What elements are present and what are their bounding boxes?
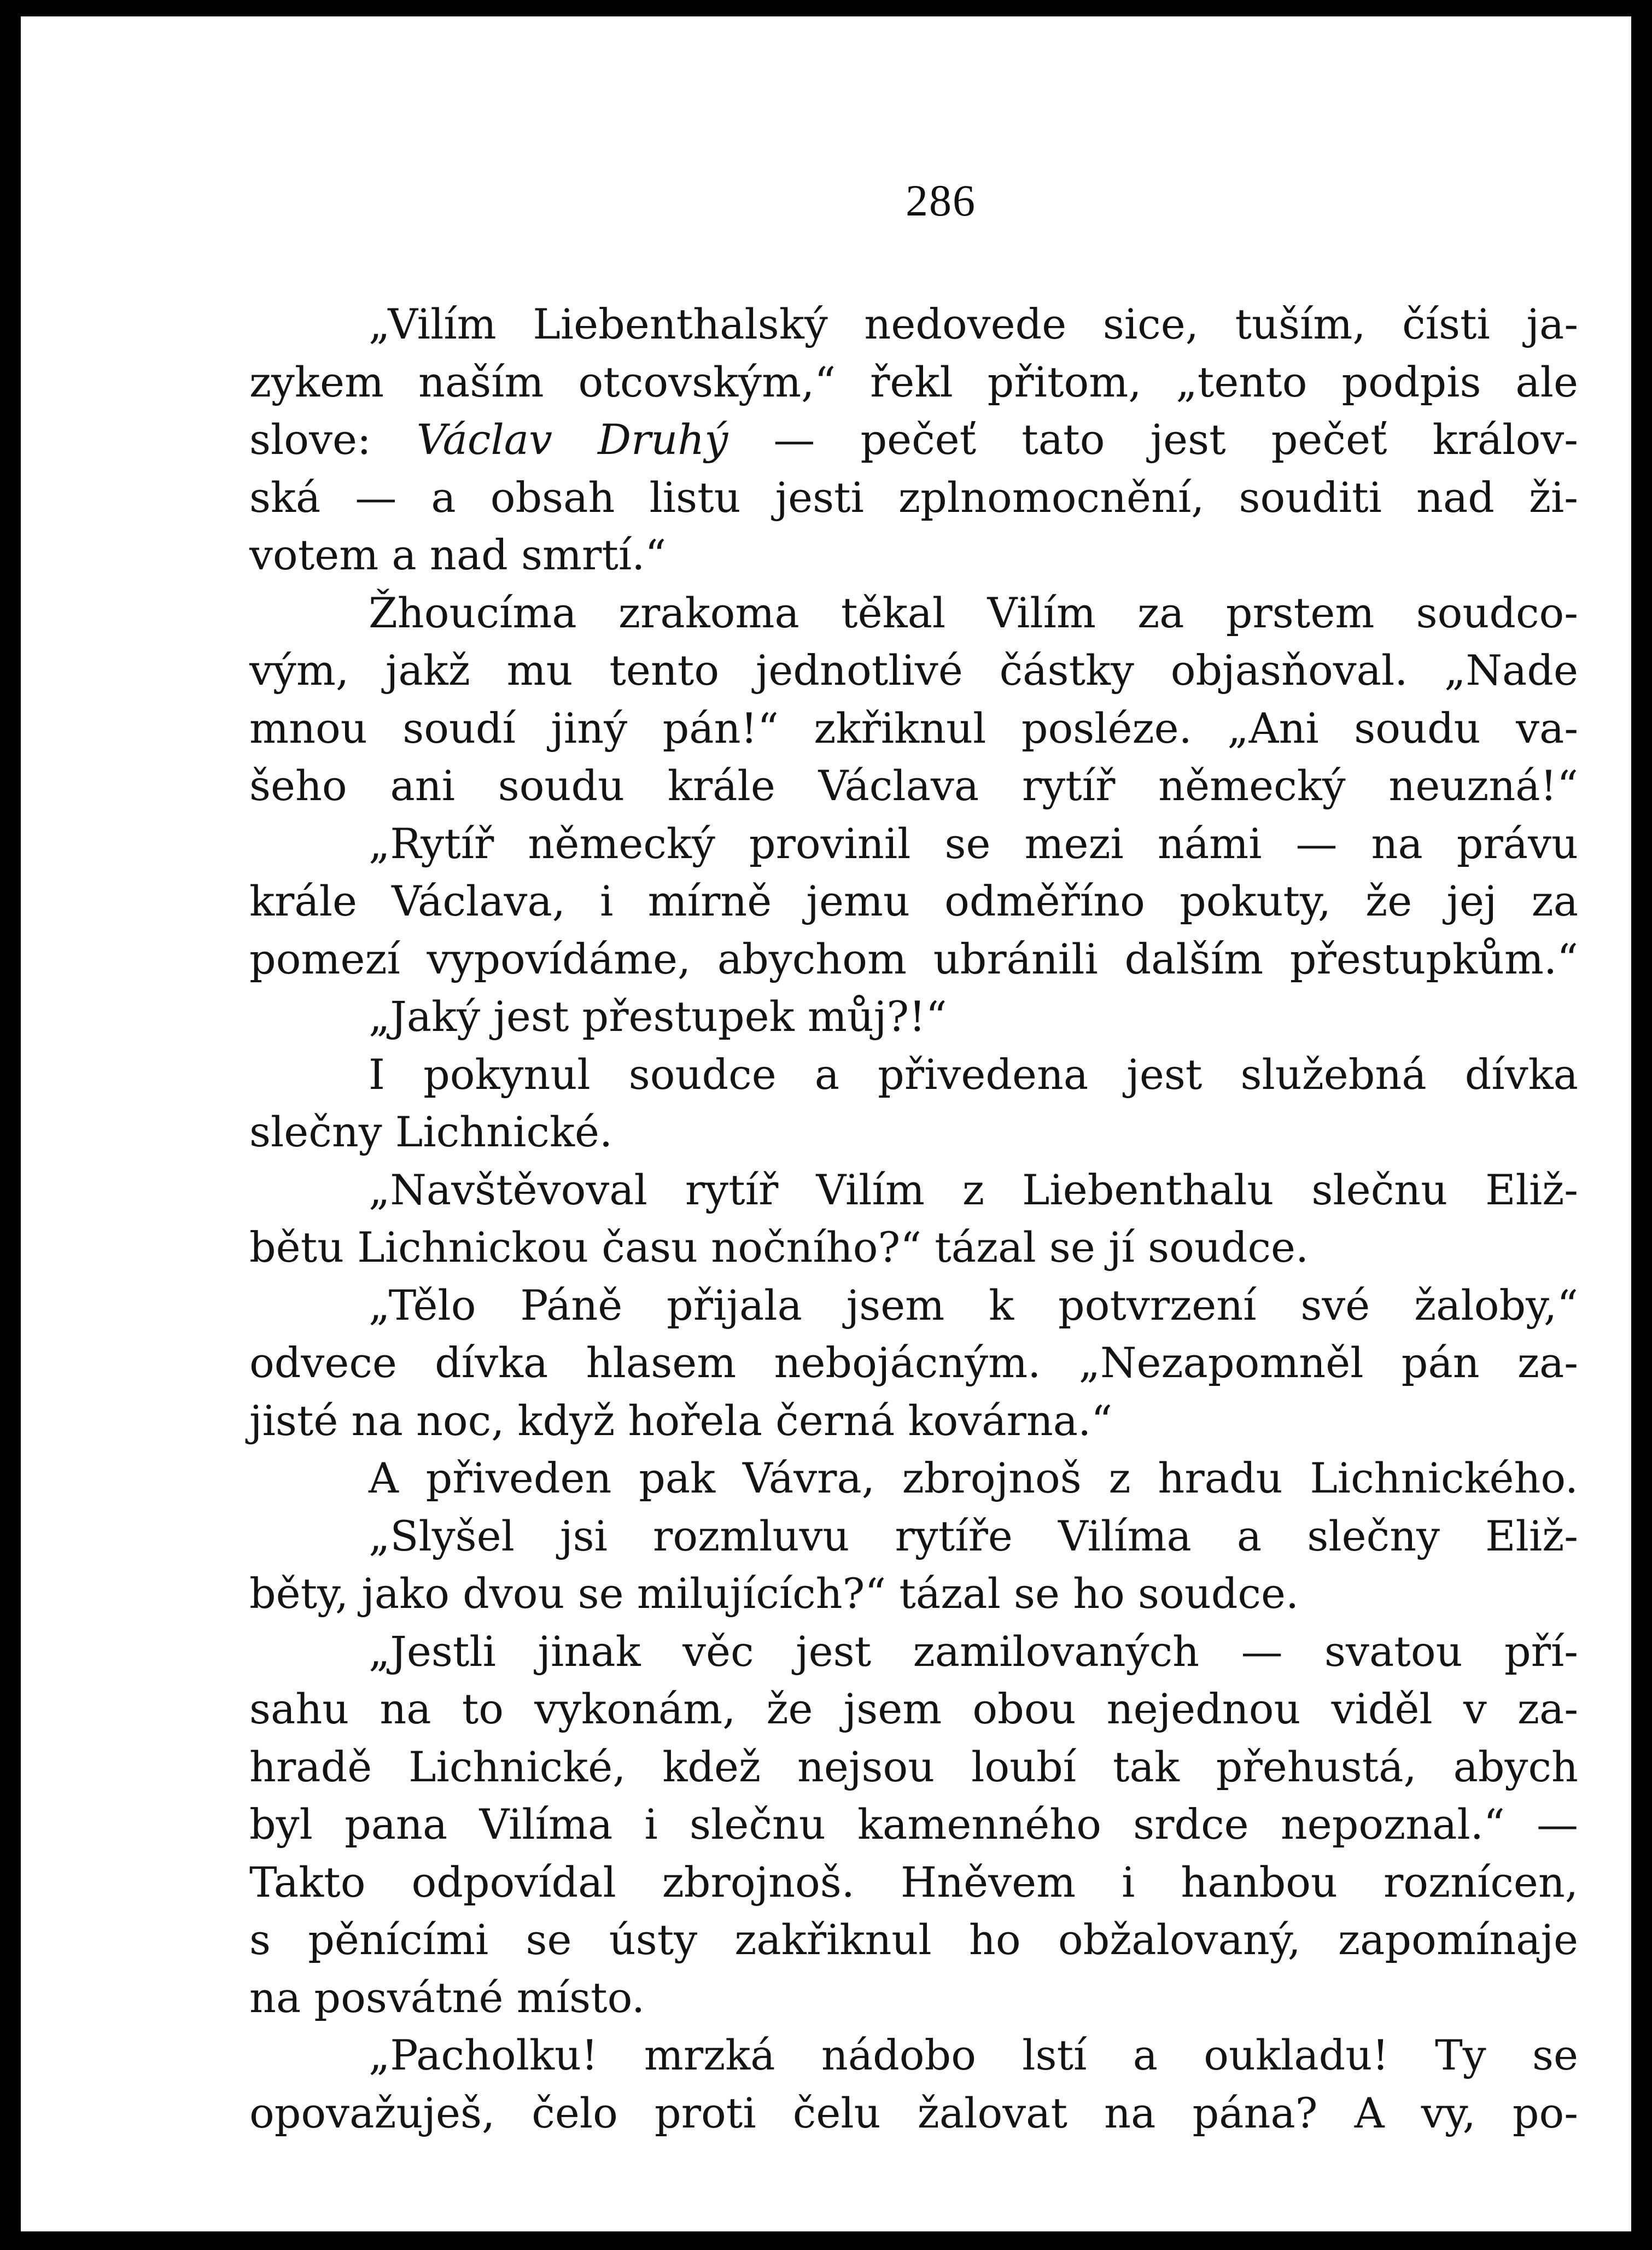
- text-line: s pěnícími se ústy zakřiknul ho obžalovaný, zapomínaje: [249, 1915, 1578, 1964]
- text-line: „Vilím Liebenthalský nedovede sice, tuším, čísti ja-: [369, 300, 1578, 348]
- text-line: zykem naším otcovským,“ řekl přitom, „tento podpis ale: [249, 357, 1578, 406]
- text-line: mnou soudí jiný pán!“ zkřiknul posléze. „Ani soudu va-: [249, 703, 1578, 753]
- text-line: „Navštěvoval rytíř Vilím z Liebenthalu slečnu Eliž-: [369, 1165, 1578, 1214]
- text-line: krále Václava, i mírně jemu odměříno pokuty, že jej za: [249, 877, 1578, 925]
- text-line: „Pacholku! mrzká nádobo lstí a oukladu! Ty se: [369, 2031, 1578, 2079]
- text-line: Takto odpovídal zbrojnoš. Hněvem i hanbou roznícen,: [249, 1857, 1578, 1907]
- text-line: Žhoucíma zrakoma těkal Vilím za prstem soudco-: [369, 588, 1578, 637]
- text-line: ská — a obsah listu jesti zplnomocnění, souditi nad ži-: [249, 473, 1578, 522]
- text-line: „Slyšel jsi rozmluvu rytíře Vilíma a slečny Eliž-: [369, 1511, 1578, 1560]
- body-text: [249, 295, 1578, 2142]
- book-page: [21, 16, 1631, 2231]
- text-line: „Tělo Páně přijala jsem k potvrzení své žaloby,“: [369, 1280, 1578, 1330]
- text-line: votem a nad smrtí.“: [249, 531, 667, 579]
- text-line: opovažuješ, čelo proti čelu žalovat na pána? A vy, po-: [249, 2088, 1578, 2137]
- text-line: na posvátné místo.: [249, 1973, 645, 2022]
- page-number: 286: [906, 176, 976, 225]
- text-line: slečny Lichnické.: [249, 1107, 613, 1156]
- text-line: A přiveden pak Vávra, zbrojnoš z hradu Lichnického.: [369, 1454, 1578, 1502]
- text-line: „Jaký jest přestupek můj?!“: [369, 992, 947, 1041]
- text-line: sahu na to vykonám, že jsem obou nejednou viděl v za-: [249, 1684, 1578, 1733]
- text-fragment: slove:: [249, 415, 417, 464]
- text-line: I pokynul soudce a přivedena jest služebná dívka: [369, 1050, 1578, 1099]
- text-fragment: — pečeť tato jest pečeť králov-: [728, 415, 1578, 464]
- text-line: „Jestli jinak věc jest zamilovaných — svatou pří-: [369, 1627, 1578, 1676]
- text-line: šeho ani soudu krále Václava rytíř německý neuzná!“: [249, 761, 1578, 810]
- text-line: [249, 411, 1578, 469]
- text-line: pomezí vypovídáme, abychom ubránili dalším přestupkům.“: [249, 934, 1578, 983]
- italic-name: Václav Druhý: [416, 415, 728, 464]
- text-line: odvece dívka hlasem nebojácným. „Nezapomněl pán za-: [249, 1338, 1578, 1387]
- text-line: jisté na noc, když hořela černá kovárna.“: [249, 1396, 1113, 1445]
- text-line: bětu Lichnickou času nočního?“ tázal se jí soudce.: [249, 1223, 1309, 1272]
- text-line: běty, jako dvou se milujících?“ tázal se ho soudce.: [249, 1569, 1299, 1618]
- text-line: „Rytíř německý provinil se mezi námi — na právu: [369, 819, 1578, 868]
- text-line: byl pana Vilíma i slečnu kamenného srdce nepoznal.“ —: [249, 1800, 1578, 1849]
- text-line: vým, jakž mu tento jednotlivé částky objasňoval. „Nade: [249, 646, 1578, 695]
- text-line: hradě Lichnické, kdež nejsou loubí tak přehustá, abych: [249, 1742, 1578, 1791]
